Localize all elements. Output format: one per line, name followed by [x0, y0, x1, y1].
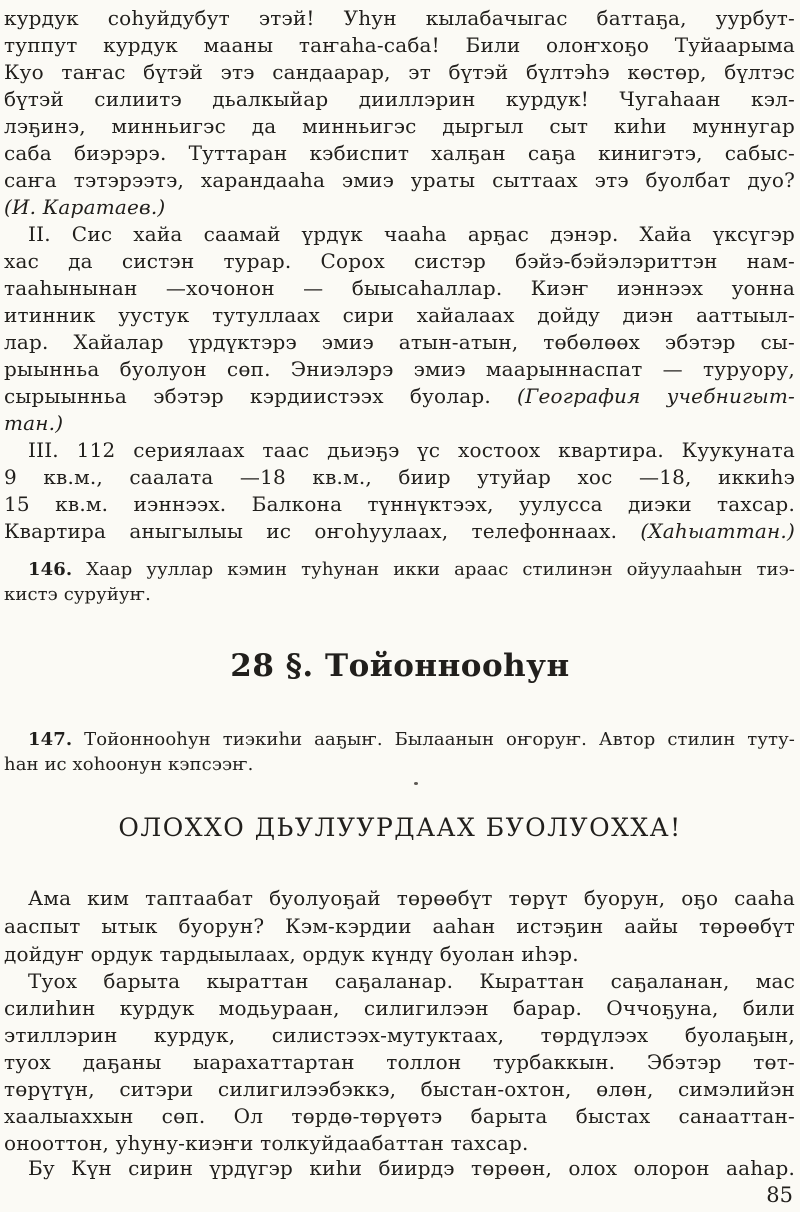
text-line [4, 437, 795, 464]
text-line [4, 518, 795, 545]
text-line [4, 356, 795, 383]
text-segment: (Хаһыаттан.) [640, 519, 795, 543]
text-segment: бүтэй силиитэ дьалкыйар дииллэрин курдук! Чугаһаан кэл- [4, 87, 795, 111]
text-segment: Хаар ууллар кэмин туһунан икки араас стилинэн ойуулааһын тиэ- [72, 559, 795, 580]
paragraph-life [4, 1155, 795, 1182]
text-segment: II. Сис хайа саамай үрдүк чааһа арҕас дэнэр. Хайа үксүгэр [28, 222, 795, 246]
text-line [4, 557, 795, 582]
text-segment: итинник уустук тутуллаах сири хайалаах дойду диэн ааттыыл- [4, 303, 795, 327]
text-segment: Квартира аныгылыы ис оҥоһуулаах, телефоннаах. [4, 519, 641, 543]
text-line [4, 113, 795, 140]
text-segment: онооттон, уһуну-киэҥи толкуйдаабаттан тахсар. [4, 1131, 529, 1155]
text-segment: саҥа тэтэрээтэ, харандааһа эмиэ ураты сыттаах этэ буолбат дуо? [4, 168, 795, 192]
exercise-147 [4, 727, 795, 777]
text-line [4, 5, 795, 32]
text-line [4, 383, 795, 410]
text-segment: туох даҕаны ыарахаттартан толлон турбаккын. Эбэтэр төт- [4, 1050, 795, 1074]
text-line [4, 752, 795, 777]
text-segment: лар. Хайалар үрдүктэрэ эмиэ атын-атын, төбөлөөх эбэтэр сы- [4, 330, 795, 354]
text-line [4, 59, 795, 86]
text-segment: Туох барыта кыраттан саҕаланар. Кыраттан саҕаланан, мас [28, 969, 795, 993]
text-segment: төрүтүн, ситэри силигилээбэккэ, быстан-охтон, өлөн, симэлийэн [4, 1077, 795, 1101]
paragraph-beginnings [4, 968, 795, 1157]
text-segment: 147. [28, 729, 73, 750]
text-segment: Куо таҥас бүтэй этэ сандаарар, эт бүтэй бүлтэһэ көстөр, бүлтэс [4, 60, 795, 84]
text-segment: лэҕинэ, минньигэс да минньигэс дыргыл сыт киһи муннугар [4, 114, 795, 138]
text-line [4, 912, 795, 940]
text-line [4, 940, 795, 968]
text-line [4, 1155, 795, 1182]
text-segment: кистэ суруйуҥ. [4, 584, 151, 605]
text-line [4, 1103, 795, 1130]
text-line [4, 221, 795, 248]
text-line [4, 32, 795, 59]
section-heading: 28 §. Тойоннооһун [230, 648, 570, 684]
text-segment: Тойоннооһун тиэкиһи ааҕыҥ. Былаанын оҥоруҥ. Автор стилин туту- [72, 729, 795, 750]
text-segment: курдук соһуйдубут этэй! Уһун кылабачыгас баттаҕа, уурбут- [4, 6, 795, 30]
text-line [4, 1022, 795, 1049]
ink-speck [414, 782, 418, 785]
text-line [4, 1049, 795, 1076]
text-line [4, 884, 795, 912]
text-line [4, 410, 795, 437]
text-line [4, 1130, 795, 1157]
text-segment: сырыынньа эбэтэр кэрдиистээх буолар. [4, 384, 518, 408]
text-line [4, 1076, 795, 1103]
text-segment: силиһин курдук модьураан, силигилээн барар. Оччоҕуна, били [4, 996, 795, 1020]
text-line [4, 582, 795, 607]
text-segment: 146. [28, 559, 73, 580]
text-segment: туппут курдук мааны таҥаһа-саба! Били олоҥхоҕо Туйаарыма [4, 33, 795, 57]
text-segment: хас да систэн турар. Сорох систэр бэйэ-бэйэлэриттэн нам- [4, 249, 795, 273]
text-segment: саба биэрэрэ. Туттаран кэбиспит халҕан саҕа кинигэтэ, сабыс- [4, 141, 795, 165]
text-line [4, 995, 795, 1022]
text-line [4, 968, 795, 995]
text-segment: 9 кв.м., саалата —18 кв.м., биир утуйар хос —18, иккиһэ [4, 465, 795, 489]
text-line [4, 329, 795, 356]
text-line [4, 194, 795, 221]
text-segment: рыынньа буолуон сөп. Эниэлэрэ эмиэ маарыннаспат — туруору, [4, 357, 795, 381]
text-segment: тан.) [4, 411, 64, 435]
text-line [4, 167, 795, 194]
text-line [4, 275, 795, 302]
excerpt-apartment [4, 437, 795, 545]
text-segment: (И. Каратаев.) [4, 195, 166, 219]
text-segment: Бу Күн сирин үрдүгэр киһи биирдэ төрөөн, олох олорон ааһар. [28, 1156, 795, 1180]
text-title: ОЛОХХО ДЬУЛУУРДААХ БУОЛУОХХА! [118, 813, 682, 842]
text-line [4, 302, 795, 329]
text-line [4, 491, 795, 518]
excerpt-geography [4, 221, 795, 437]
text-segment: (География учебнигыт- [517, 384, 795, 408]
text-line [4, 248, 795, 275]
text-segment: 15 кв.м. иэннээх. Балкона түннүктээх, уулусса диэки тахсар. [4, 492, 795, 516]
text-segment: Ама ким таптаабат буолуоҕай төрөөбүт төрүт буорун, оҕо сааһа [28, 886, 795, 910]
paragraph-homeland [4, 884, 795, 968]
text-segment: тааһынынан —хочонон — быысаһаллар. Киэҥ иэннээх уонна [4, 276, 795, 300]
exercise-146 [4, 557, 795, 607]
text-line [4, 86, 795, 113]
page-number: 85 [766, 1183, 793, 1207]
text-segment: һан ис хоһоонун кэпсээҥ. [4, 754, 254, 775]
text-line [4, 464, 795, 491]
text-line [4, 727, 795, 752]
text-segment: этиллэрин курдук, силистээх-мутуктаах, төрдүлээх буолаҕын, [4, 1023, 795, 1047]
text-segment: хаалыаххын сөп. Ол төрдө-төрүөтэ барыта быстах санааттан- [4, 1104, 795, 1128]
text-segment: дойдуҥ ордук тардыылаах, ордук күндү буолан иһэр. [4, 942, 579, 966]
text-segment: III. 112 сериялаах таас дьиэҕэ үс хостоох квартира. Куукуната [28, 438, 795, 462]
text-segment: ааспыт ытык буорун? Кэм-кэрдии ааһан истэҕин аайы төрөөбүт [4, 914, 795, 938]
text-line [4, 140, 795, 167]
excerpt-karataev [4, 5, 795, 221]
